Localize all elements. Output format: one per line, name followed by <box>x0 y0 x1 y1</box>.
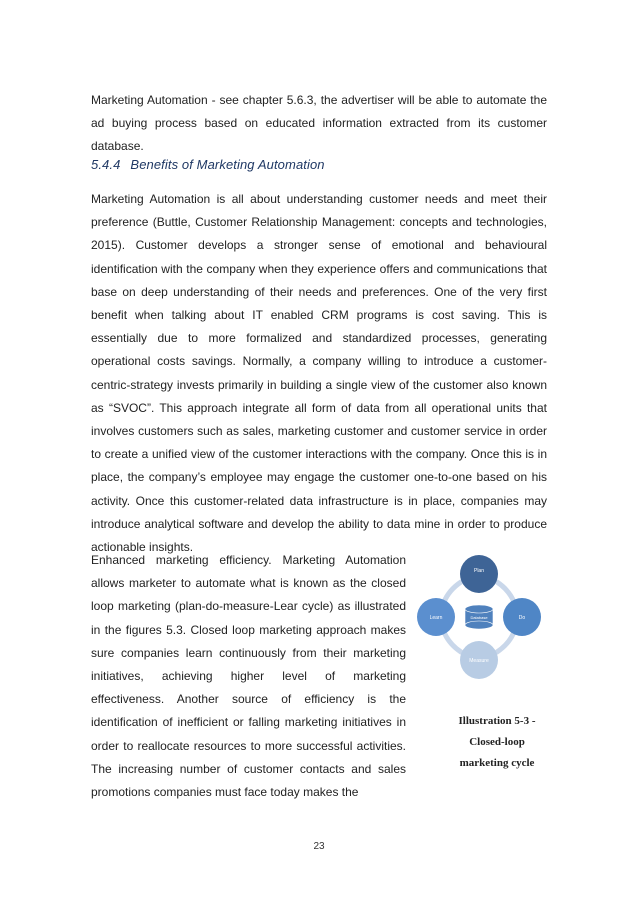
database-bottom <box>465 621 493 629</box>
node-do <box>503 598 541 636</box>
figure-caption <box>442 711 552 774</box>
node-do-label: Do <box>518 615 526 621</box>
node-measure <box>460 641 498 679</box>
caption-line-2: Closed-loop <box>469 736 525 748</box>
section-heading <box>91 157 325 172</box>
database-label: Database <box>470 615 488 620</box>
node-plan-label: Plan <box>473 568 485 574</box>
section-number: 5.4.4 <box>91 157 121 172</box>
node-learn <box>417 598 455 636</box>
arrow-measure-to-learn <box>444 632 461 652</box>
efficiency-paragraph: Enhanced marketing efficiency. Marketing Automation allows marketer to automate what is known as the closed loop marketing (plan-do-measure-Lear cycle) as illustrated in the figures 5.3. Closed loop marketing approach makes sure companies learn continuously from their marketing initiatives, achieving higher level of marketing effectiveness. Another source of efficiency is the identification of inefficient or falling marketing initiatives in order to reallocate resources to more successful activities. The increasing number of customer contacts and sales promotions companies must face today makes the <box>91 553 406 800</box>
database-top <box>465 605 493 613</box>
intro-paragraph: Marketing Automation - see chapter 5.6.3, the advertiser will be able to automate the ad buying process based on educated information extracted from its customer database. <box>91 93 547 154</box>
arrow-learn-to-plan <box>444 582 461 602</box>
arrow-plan-to-do <box>497 582 514 602</box>
page-number: 23 <box>313 841 325 852</box>
closed-loop-diagram <box>414 552 544 682</box>
node-plan-circle <box>460 555 498 593</box>
caption-line-1: Illustration 5-3 - <box>458 715 536 727</box>
body-paragraph: Marketing Automation is all about understanding customer needs and meet their preference (Buttle, Customer Relationship Management: concepts and technologies, 2015). Customer develops a stronger sense of emotional and behavioural identification with the company when they experience offers and communications that base on deep understanding of their needs and preferences. One of the very first benefit when talking about IT enabled CRM programs is cost saving. This is essentially due to more formalized and standardized processes, generating operational costs savings. Normally, a company willing to introduce a customer-centric-strategy invests primarily in building a single view of the customer also known as “SVOC”. This approach integrate all form of data from all operational units that involves customers such as sales, marketing customer and customer service in order to create a unified view of the customer interactions with the company. Once this is in place, the company’s employee may engage the customer one-to-one based on his activity. Once this customer-related data infrastructure is in place, companies may introduce analytical software and develop the ability to data mine in order to produce actionable insights. <box>91 192 547 555</box>
database-icon <box>465 605 493 629</box>
node-measure-label: Measure <box>469 658 489 664</box>
section-title: Benefits of Marketing Automation <box>130 157 325 172</box>
caption-line-3: marketing cycle <box>459 757 535 769</box>
node-learn-label: Learn <box>429 615 443 621</box>
node-plan <box>460 555 498 593</box>
arrow-do-to-measure <box>497 632 514 652</box>
